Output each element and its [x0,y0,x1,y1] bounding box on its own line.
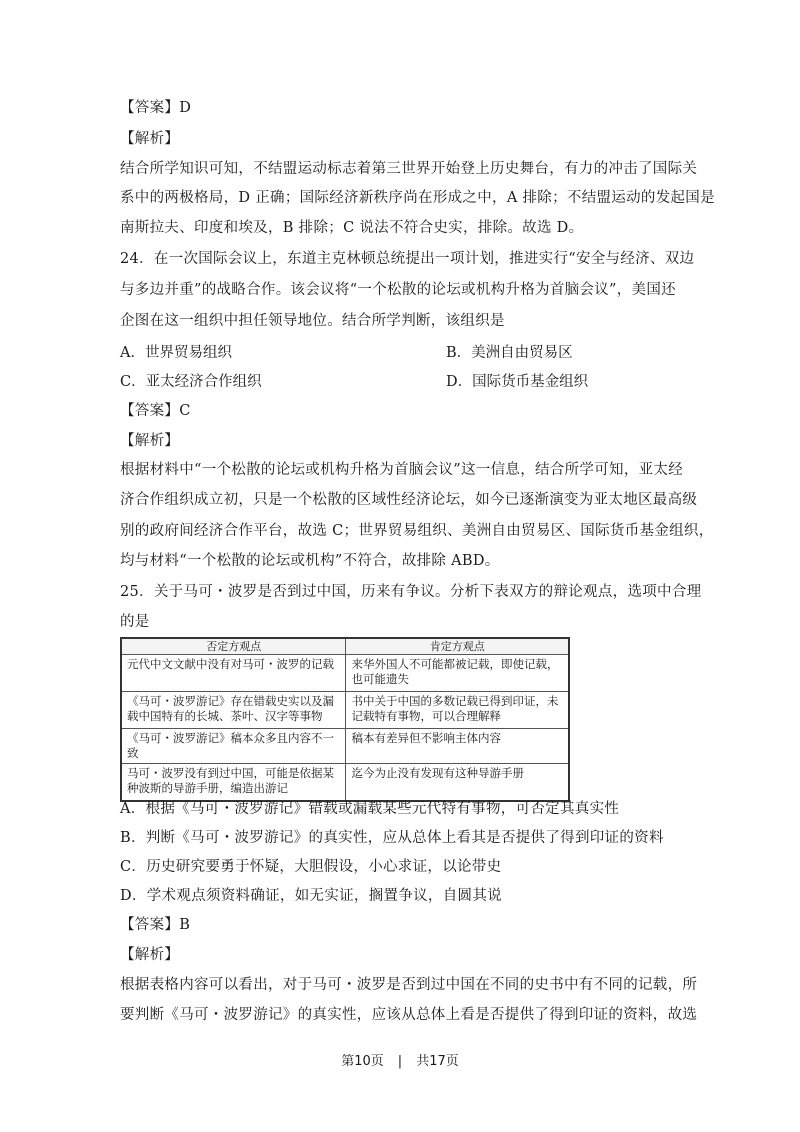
text-line: 南斯拉夫、印度和埃及，B 排除；C 说法不符合史实，排除。故选 D。 [120,220,584,236]
question-24-stem: 24．在一次国际会议上，东道主克林顿总统提出一项计划，推进实行“安全与经济、双边 [120,251,695,267]
text-line: 要判断《马可・波罗游记》的真实性，应该从总体上看是否提供了得到印证的资料，故选 [120,1007,698,1023]
answer-label: 【答案】C [120,403,191,419]
question-25-stem: 25．关于马可・波罗是否到过中国，历来有争议。分析下表双方的辩论观点，选项中合理 [120,584,702,600]
table-cell: 来华外国人不可能都被记载，即使记载，也可能遗失 [346,655,569,692]
table-header: 肯定方观点 [346,638,569,655]
option-d: D．学术观点须资料确证，如无实证，搁置争议，自圆其说 [120,888,502,904]
table-cell: 《马可・波罗游记》稿本众多且内容不一致 [121,729,346,764]
text-line: 均与材料“一个松散的论坛或机构”不符合，故排除 ABD。 [120,553,500,569]
table-cell: 迄今为止没有发现有这种导游手册 [346,764,569,802]
page-number: 第10页 [341,1054,384,1069]
table-header: 否定方观点 [121,638,346,655]
analysis-label: 【解析】 [120,433,180,449]
text-line: 济合作组织成立初，只是一个松散的区域性经济论坛，如今已逐渐演变为亚太地区最高级 [120,492,698,508]
table-row [121,764,569,802]
table-cell: 元代中文文献中没有对马可・波罗的记载 [121,655,346,692]
analysis-label: 【解析】 [120,131,180,147]
text-line: 别的政府间经济合作平台，故选 C；世界贸易组织、美洲自由贸易区、国际货币基金组织， [120,523,714,539]
option-d: D．国际货币基金组织 [446,374,589,390]
footer-separator: | [397,1054,403,1069]
text-line: 系中的两极格局，D 正确；国际经济新秩序尚在形成之中，A 排除；不结盟运动的发起国是 [120,190,715,206]
analysis-label: 【解析】 [120,947,180,963]
table-cell: 书中关于中国的多数记载已得到印证，未记载特有事物，可以合理解释 [346,692,569,729]
table-cell: 马可・波罗没有到过中国，可能是依据某种波斯的导游手册，编造出游记 [121,764,346,802]
text-line: 根据材料中“一个松散的论坛或机构升格为首脑会议”这一信息，结合所学可知，亚太经 [120,462,684,478]
question-24-stem: 企图在这一组织中担任领导地位。结合所学判断，该组织是 [120,313,505,329]
debate-table [120,637,570,802]
answer-label: 【答案】D [120,100,192,116]
option-b: B．判断《马可・波罗游记》的真实性，应从总体上看其是否提供了得到印证的资料 [120,830,664,846]
table-row [121,655,569,692]
answer-label: 【答案】B [120,917,191,933]
question-24-stem: 与多边并重”的战略合作。该会议将“一个松散的论坛或机构升格为首脑会议”，美国还 [120,282,676,298]
option-a: A．世界贸易组织 [120,345,232,361]
option-c: C．亚太经济合作组织 [120,374,262,390]
option-a: A．根据《马可・波罗游记》错载或漏载某些元代特有事物，可否定其真实性 [120,801,620,817]
option-b: B．美洲自由贸易区 [446,345,573,361]
question-25-stem: 的是 [120,614,150,630]
table-row [121,692,569,729]
table-cell: 《马可・波罗游记》存在错载史实以及漏载中国特有的长城、茶叶、汉字等事物 [121,692,346,729]
page-footer [0,1050,800,1069]
table-row [121,729,569,764]
table-cell: 稿本有差异但不影响主体内容 [346,729,569,764]
option-c: C．历史研究要勇于怀疑，大胆假设，小心求证，以论带史 [120,859,502,875]
text-line: 根据表格内容可以看出，对于马可・波罗是否到过中国在不同的史书中有不同的记载，所 [120,977,698,993]
page-total: 共17页 [416,1054,459,1069]
text-line: 结合所学知识可知，不结盟运动标志着第三世界开始登上历史舞台，有力的冲击了国际关 [120,161,698,177]
